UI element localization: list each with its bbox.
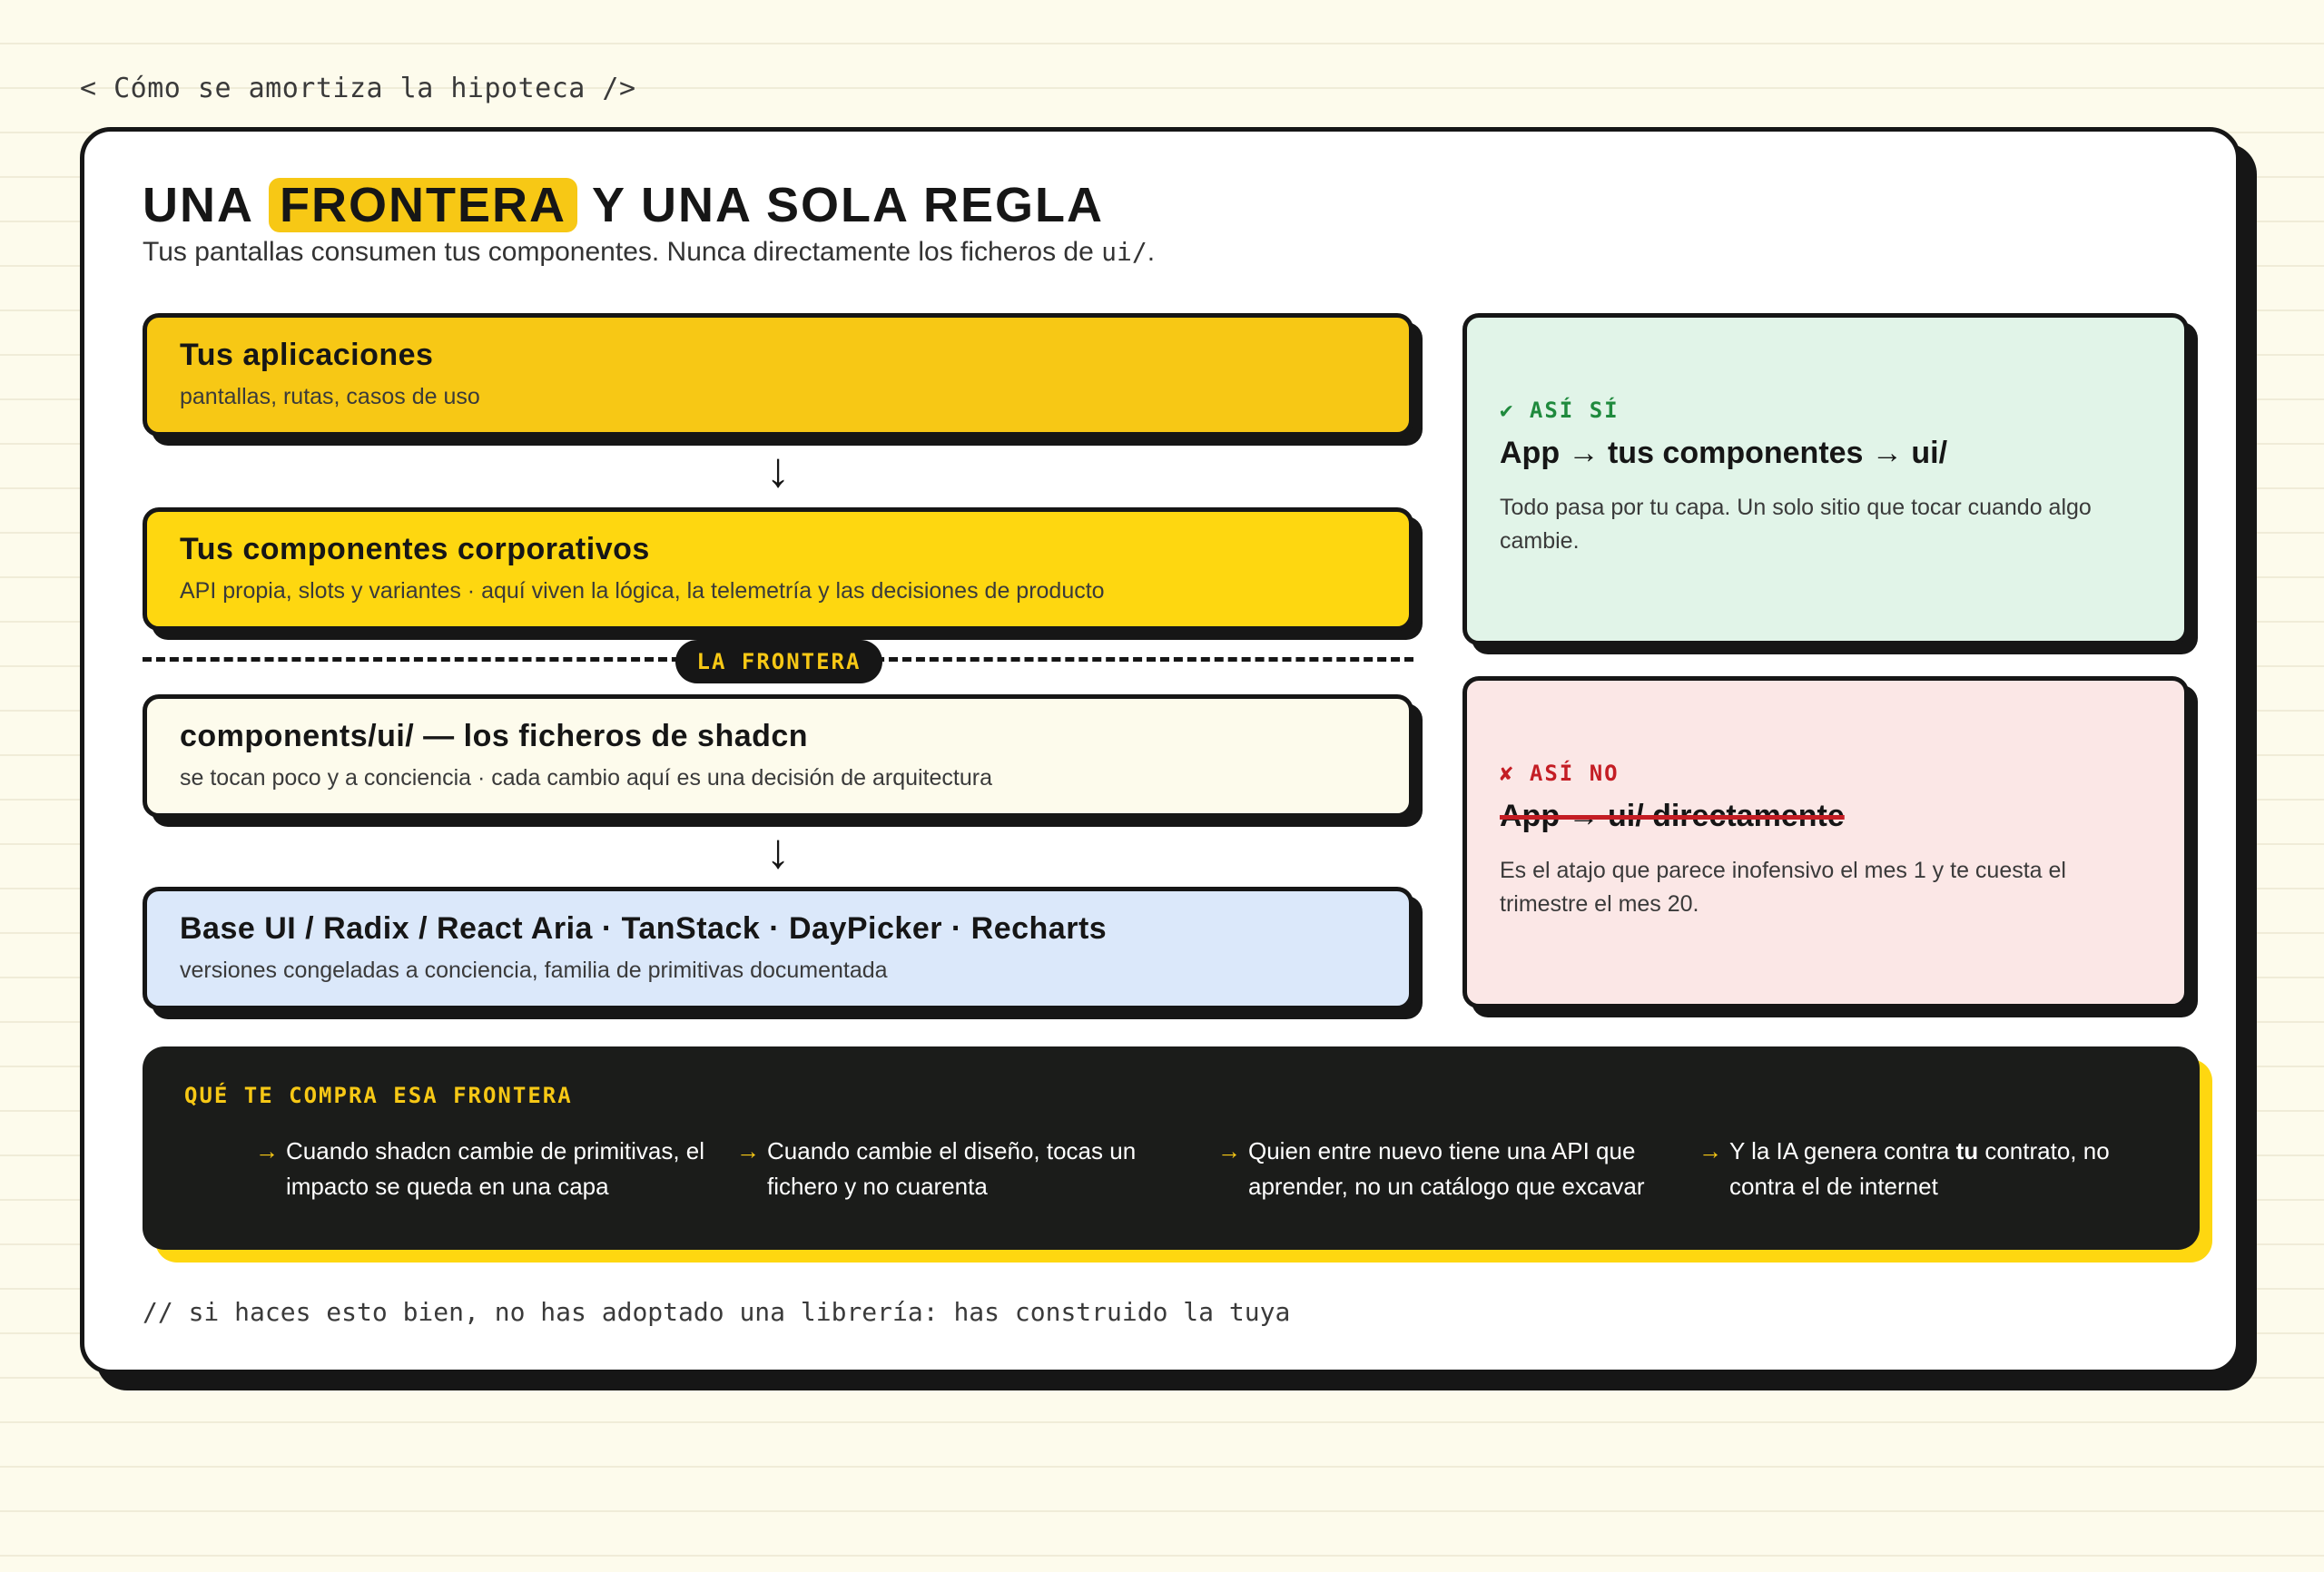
layer-ui-title: components/ui/ — los ficheros de shadcn (180, 719, 809, 753)
rule-no-box (1462, 676, 2189, 1008)
layer-components-subtitle: API propia, slots y variantes · aquí viven la lógica, la telemetría y las decisiones de producto (180, 578, 1105, 604)
main-title (143, 177, 1104, 233)
rule-yes-title: App → tus componentes → ui/ (1500, 436, 1948, 470)
layer-ui-subtitle: se tocan poco y a conciencia · cada cambio aquí es una decisión de arquitectura (180, 765, 992, 791)
rule-yes-label: ✔ ASÍ SÍ (1500, 398, 1620, 423)
down-arrow-icon: ↓ (765, 824, 791, 879)
benefit-text: Quien entre nuevo tiene una API que aprender, no un catálogo que excavar (1248, 1137, 1645, 1200)
subtitle-text: Tus pantallas consumen tus componentes. Nunca directamente los ficheros de (143, 237, 1102, 267)
benefit-text-post: contrato, no contra el de internet (1729, 1137, 2110, 1200)
right-arrow-icon: → (1217, 1137, 1241, 1164)
down-arrow-icon: ↓ (765, 443, 791, 497)
rule-no-title: App → ui/ directamente (1500, 799, 1845, 833)
rule-yes-box (1462, 313, 2189, 645)
title-highlight: FRONTERA (269, 178, 577, 232)
benefit-item (736, 1134, 1217, 1204)
rule-yes-text: Todo pasa por tu capa. Un solo sitio que tocar cuando algo cambie. (1500, 495, 2092, 554)
benefit-text (1729, 1134, 2156, 1204)
benefits-panel (143, 1046, 2200, 1250)
subtitle (143, 237, 1155, 268)
subtitle-code: ui/ (1101, 237, 1147, 267)
layer-apps (143, 313, 1413, 437)
title-part-1: UNA (143, 178, 254, 232)
frontier-badge: LA FRONTERA (675, 640, 882, 683)
rule-no-text: Es el atajo que parece inofensivo el mes 1 y te cuesta el trimestre el mes 20. (1500, 858, 2066, 917)
diagram-card (80, 127, 2240, 1374)
layer-primitives (143, 887, 1413, 1010)
benefit-text-bold: tu (1955, 1137, 1979, 1164)
benefit-item (1699, 1134, 2180, 1204)
layer-apps-subtitle: pantallas, rutas, casos de uso (180, 384, 480, 409)
layer-ui (143, 694, 1413, 818)
layer-primitives-title: Base UI / Radix / React Aria · TanStack · DayPicker · Recharts (180, 911, 1108, 946)
title-part-2: Y UNA SOLA REGLA (591, 178, 1105, 232)
rule-no-label: ✘ ASÍ NO (1500, 761, 1620, 786)
layer-components (143, 507, 1413, 631)
benefits-label: QUÉ TE COMPRA ESA FRONTERA (184, 1083, 573, 1108)
benefit-text: Cuando cambie el diseño, tocas un fichero y no cuarenta (767, 1137, 1137, 1200)
benefits-list (255, 1134, 2180, 1204)
benefit-item (255, 1134, 736, 1204)
layer-apps-title: Tus aplicaciones (180, 338, 434, 372)
footer-note: // si haces esto bien, no has adoptado una librería: has construido la tuya (143, 1297, 1291, 1327)
layer-components-title: Tus componentes corporativos (180, 532, 650, 566)
layer-primitives-subtitle: versiones congeladas a conciencia, familia de primitivas documentada (180, 958, 888, 983)
right-arrow-icon: → (255, 1137, 279, 1164)
subtitle-end: . (1147, 237, 1156, 267)
benefit-item (1217, 1134, 1699, 1204)
right-arrow-icon: → (736, 1137, 760, 1164)
right-arrow-icon: → (1699, 1137, 1722, 1164)
section-caption: < Cómo se amortiza la hipoteca /> (80, 73, 636, 104)
benefit-text-pre: Y la IA genera contra (1729, 1137, 1956, 1164)
benefit-text: Cuando shadcn cambie de primitivas, el impacto se queda en una capa (286, 1137, 705, 1200)
